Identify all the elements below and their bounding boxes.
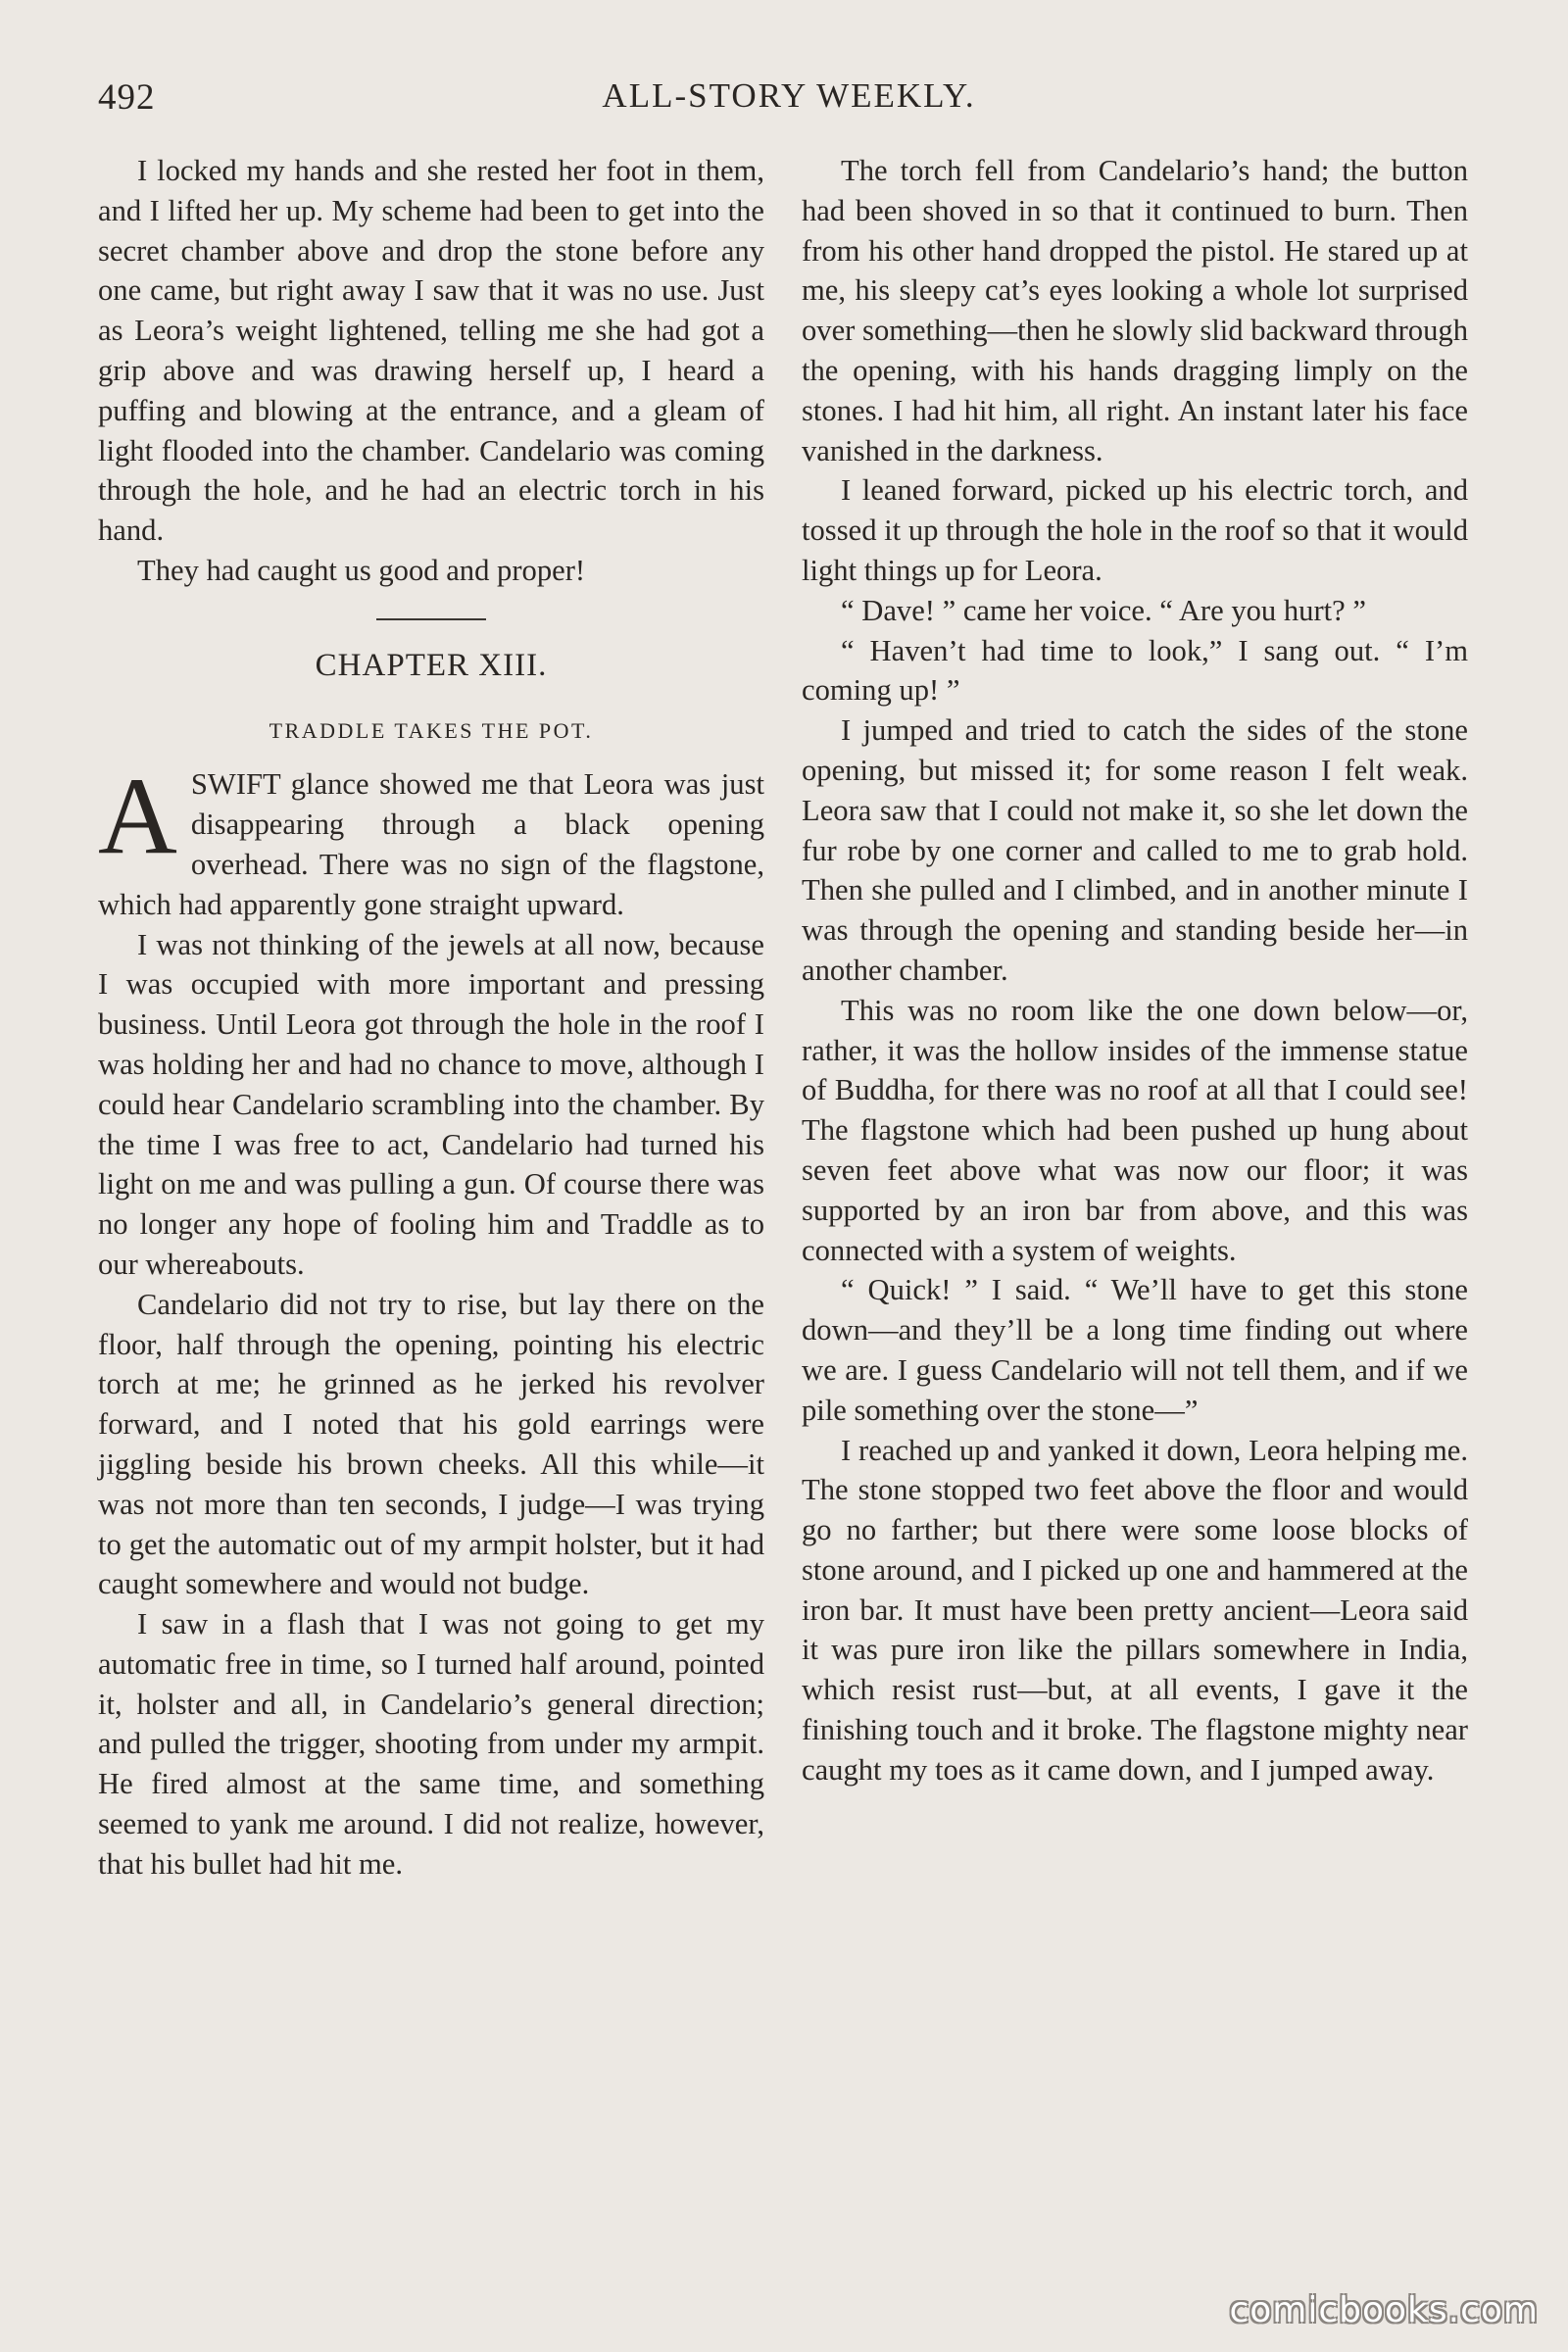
- paragraph: I locked my hands and she rested her foot in them, and I lifted her up. My scheme had been to get into the secret chamber above and drop the stone before any one came, but right away I saw that it was no use. Just as Leora’s weight lightened, telling me she had got a grip above and was drawing herself up, I heard a puffing and blowing at the entrance, and a gleam of light flooded into the chamber. Candelario was coming through the hole, and he had an electric torch in his hand.: [98, 154, 764, 548]
- watermark: comicbooks.com: [1229, 2290, 1539, 2330]
- paragraph: “ Dave! ” came her voice. “ Are you hurt? ”: [841, 593, 1366, 627]
- page-number: 492: [98, 77, 156, 118]
- page-header: [98, 76, 1480, 125]
- left-column: [98, 151, 764, 1885]
- paragraph: They had caught us good and proper!: [137, 553, 586, 587]
- drop-cap: A: [98, 756, 177, 878]
- paragraph: I reached up and yanked it down, Leora helping me. The stone stopped two feet above the floor and would go no farther; but there were some loose blocks of stone around, and I picked up one and hammered at the iron bar. It must have been pretty ancient—Leora said it was pure iron like the pillars somewhere in India, which resist rust—but, at all events, I gave it the finishing touch and it broke. The flagstone mighty near caught my toes as it came down, and I jumped away.: [802, 1433, 1468, 1787]
- paragraph: I leaned forward, picked up his electric torch, and tossed it up through the hole in the roof so that it would light things up for Leora.: [802, 473, 1468, 587]
- right-column: [802, 151, 1468, 1790]
- paragraph: “ Haven’t had time to look,” I sang out. “ I’m coming up! ”: [802, 633, 1468, 708]
- opening-paragraph: [98, 756, 764, 924]
- paragraph: This was no room like the one down below—or, rather, it was the hollow insides of the immense statue of Buddha, for there was no roof at all that I could see! The flagstone which had been pushed up hung about seven feet above what was now our floor; it was supported by an iron bar from above, and this was connected with a system of weights.: [802, 993, 1468, 1267]
- paragraph: I saw in a flash that I was not going to get my automatic free in time, so I turned half around, pointed it, holster and all, in Candelario’s general direction; and pulled the trigger, shooting from under my armpit. He fired almost at the same time, and something seemed to yank me around. I did not realize, however, that his bullet had hit me.: [98, 1607, 764, 1881]
- opening-paragraph-text: SWIFT glance showed me that Leora was just disappearing through a black opening overhead. There was no sign of the flagstone, which had apparently gone straight upward.: [98, 767, 764, 921]
- section-divider: [376, 618, 486, 620]
- running-title: ALL-STORY WEEKLY.: [602, 76, 976, 115]
- chapter-subtitle: TRADDLE TAKES THE POT.: [269, 717, 594, 743]
- paragraph: Candelario did not try to rise, but lay there on the floor, half through the opening, pointing his electric torch at me; he grinned as he jerked his revolver forward, and I noted that his gold earrings were jiggling beside his brown cheeks. All this while—it was not more than ten seconds, I judge—I was trying to get the automatic out of my armpit holster, but it had caught somewhere and would not budge.: [98, 1287, 764, 1601]
- paragraph: “ Quick! ” I said. “ We’ll have to get this stone down—and they’ll be a long time finding out where we are. I guess Candelario will not tell them, and if we pile something over the stone—”: [802, 1273, 1468, 1427]
- paragraph: I jumped and tried to catch the sides of the stone opening, but missed it; for some reason I felt weak. Leora saw that I could not make it, so she let down the fur robe by one corner and called to me to grab hold. Then she pulled and I climbed, and in another minute I was through the opening and standing beside her—in another chamber.: [802, 713, 1468, 987]
- chapter-title: CHAPTER XIII.: [315, 647, 548, 683]
- paragraph: The torch fell from Candelario’s hand; the button had been shoved in so that it continued to burn. Then from his other hand dropped the pistol. He stared up at me, his sleepy cat’s eyes looking a whole lot surprised over something—then he slowly slid backward through the opening, with his hands dragging limply on the stones. I had hit him, all right. An instant later his face vanished in the darkness.: [802, 154, 1468, 467]
- paragraph: I was not thinking of the jewels at all now, because I was occupied with more important and pressing business. Until Leora got through the hole in the roof I was holding her and had no chance to move, although I could hear Candelario scrambling into the chamber. By the time I was free to act, Candelario had turned his light on me and was pulling a gun. Of course there was no longer any hope of fooling him and Traddle as to our whereabouts.: [98, 927, 764, 1281]
